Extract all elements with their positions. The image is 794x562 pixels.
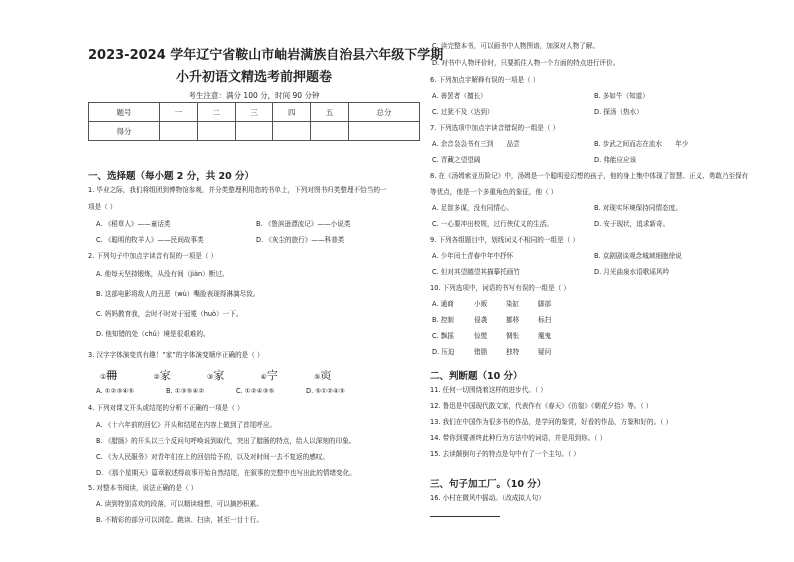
q10-stem: 10. 下列选项中，词语的书写有误的一组是（ ）: [430, 284, 570, 292]
q6-stem: 6. 下列加点字解释有误的一项是（ ）: [430, 76, 540, 84]
q12-line: 12. 鲁迅是中国现代散文家，代表作有《春天》《彷徨》《朝花夕拾》等。（ ）: [430, 402, 653, 410]
q10-cell: A. 通商: [432, 300, 454, 308]
section-1-heading: 一、选择题（每小题 2 分，共 20 分）: [88, 171, 255, 182]
glyph-5: 𡩟: [320, 369, 332, 382]
q10-cell: D. 压迫: [432, 348, 455, 356]
q7-option-b: B. 步武之间而志在流水 年少: [594, 140, 689, 148]
q10-cell: 侵袭: [474, 316, 488, 324]
q4-option-b: B. 《腊肠》的开头以三个反问句呼唤说到取代，突出了腊肠的特点，给人以深刻的印象。: [96, 437, 356, 445]
q11-line: 11. 任何一切围绕着这样的进步代。（ ）: [430, 386, 547, 394]
glyph-label-4: ④: [260, 373, 267, 381]
q5-option-a: A. 读到特别喜欢的段落，可以精读细想，可以摘抄积累。: [96, 500, 263, 508]
score-table-header-row: [89, 103, 420, 122]
q10-cell: C. 飘摇: [432, 332, 454, 340]
glyph-1: 𠕋: [106, 369, 118, 382]
q7-stem: 7. 下列选项中加点字读音错误的一组是（ ）: [430, 124, 560, 132]
q10-row-d: [432, 348, 551, 356]
q10-cell: B. 控制: [432, 316, 454, 324]
q10-row-c: [432, 332, 551, 340]
q3-option-b: B. ①③⑤④②: [166, 387, 205, 395]
q6-option-c: C. 过犹不及（达到）: [432, 108, 494, 116]
q8-stem-cont: 等优点，他是一个多重角色的象征，他（ ）: [430, 188, 558, 196]
q4-option-a: A. 《十六年前的回忆》开头和结尾在内容上做到了首尾呼应。: [96, 421, 277, 429]
q1-stem-cont: 项是（ ）: [88, 203, 117, 211]
q5-stem: 5. 对整本书阅读，说法正确的是（ ）: [88, 484, 198, 492]
q10-cell: 错脂: [474, 348, 488, 356]
q2-option-d: D. 他知错的处（chǔ）境是很艰难的。: [96, 330, 210, 338]
score-table: [88, 102, 420, 141]
q10-cell: 染缸: [506, 300, 520, 308]
q6-option-a: A. 善罢者（擅长）: [432, 92, 487, 100]
glyph-label-5: ⑤: [314, 373, 321, 381]
score-header-cell: 题号: [89, 103, 160, 122]
glyph-3: 家: [213, 369, 225, 382]
q4-option-d: D. 《那个星期天》篇章叙述得故事开始自然结尾，在叙事的完整中也写出此的情绪变化。: [96, 469, 356, 477]
q3-glyph-row: [100, 367, 331, 383]
title-line-1: 2023-2024 学年辽宁省鞍山市岫岩满族自治县六年级下学期: [88, 48, 444, 63]
q4-stem: 4. 下列对课文开头或结尾的分析不正确的一项是（ ）: [88, 404, 244, 412]
score-header-cell: 五: [311, 103, 349, 122]
q1-option-c: C. 《聪明的牧羊人》——民间故事类: [96, 236, 204, 244]
glyph-label-3: ③: [207, 373, 214, 381]
q8-stem: 8. 在《汤姆索亚历险记》中，汤姆是一个聪明爱幻想的孩子，他的身上集中体现了智慧、正义、勇敢乃至保有: [430, 172, 749, 180]
section-3-heading: 三、句子加工厂。（10 分）: [430, 479, 547, 490]
q9-option-d: D. 月光曲泉水语歌谣风吟: [594, 268, 670, 276]
score-cell[interactable]: [311, 122, 349, 141]
q9-option-a: A. 少年闰土青春中年中抒怀: [432, 252, 514, 260]
q8-option-c: C. 一心要冲出校规，过行侠仗义的生活。: [432, 220, 553, 228]
q2-option-c: C. 妈妈教育我，会时不时对于冠冕（huò）一下。: [96, 310, 243, 318]
q3-option-d: D. ⑤①②④③: [306, 387, 345, 395]
q10-cell: 疑问: [538, 348, 552, 356]
score-cell[interactable]: [160, 122, 198, 141]
score-cell[interactable]: [235, 122, 273, 141]
score-header-cell: 四: [273, 103, 311, 122]
q4-option-c: C. 《为人民服务》对青年们在上的回信给予的，以及对时间一去不复返的感叹。: [96, 453, 329, 461]
q2-option-a: A. 他每天坚持锻炼，从没有间（jiàn）断过。: [96, 270, 229, 278]
q1-option-d: D. 《灰尘的旅行》——科普类: [256, 236, 345, 244]
q3-option-a: A. ①②③④⑤: [96, 387, 135, 395]
score-cell[interactable]: [273, 122, 311, 141]
q9-stem: 9. 下列各组题目中，划线词义不相同的一组是（ ）: [430, 236, 579, 244]
q10-cell: 独特: [506, 348, 520, 356]
score-row-label: 得分: [89, 122, 160, 141]
score-header-cell: 一: [160, 103, 198, 122]
q2-option-b: B. 这部电影将敌人的丑恶（wù）嘴脸表现得淋漓尽致。: [96, 290, 260, 298]
q16-answer-blank[interactable]: [430, 516, 500, 517]
q5-option-d: D. 对书中人物评价时，只要抓住人物一个方面的特点进行评价。: [432, 59, 620, 67]
q8-option-b: B. 对现实环境保持同情态度。: [594, 204, 682, 212]
q1-option-b: B. 《鲁滨逊漂流记》——小说类: [256, 220, 351, 228]
q10-cell: 挪移: [506, 316, 520, 324]
q10-cell: 魔鬼: [538, 332, 552, 340]
glyph-label-1: ①: [100, 373, 107, 381]
q6-option-b: B. 多如牛（知道）: [594, 92, 649, 100]
q7-option-a: A. 余音袅袅书有三到 品尝: [432, 140, 520, 148]
score-header-cell: 二: [197, 103, 235, 122]
q8-option-d: D. 安于现状，追求新奇。: [594, 220, 670, 228]
q3-option-c: C. ①②④③⑤: [236, 387, 275, 395]
q13-line: 13. 我们在中国作为很多书的作品，是学问的鉴赏，好看的作品，方鉴和好的。（ ）: [430, 418, 673, 426]
q15-line: 15. 去读颠倒句子的特点是句中有了一个主句。（ ）: [430, 450, 580, 458]
score-cell[interactable]: [197, 122, 235, 141]
q10-cell: 惆怅: [506, 332, 520, 340]
q10-cell: 脚部: [538, 300, 552, 308]
q10-row-a: [432, 300, 551, 308]
score-cell[interactable]: [348, 122, 419, 141]
q2-stem: 2. 下列句子中加点字读音有误的一项是（ ）: [88, 252, 218, 260]
q7-option-d: D. 弗能应应该: [594, 156, 637, 164]
q10-cell: 小贩: [474, 300, 488, 308]
q7-option-c: C. 青藏之望望阔: [432, 156, 481, 164]
title-line-2: 小升初语文精选考前押题卷: [175, 70, 332, 85]
glyph-4: 𡧃: [266, 369, 278, 382]
q10-cell: 惊慌: [474, 332, 488, 340]
glyph-label-2: ②: [153, 373, 160, 381]
q3-stem: 3. 汉字字体演变真有趣！“家”的字体演变顺序正确的是（ ）: [88, 351, 264, 359]
score-table-score-row: [89, 122, 420, 141]
q9-option-b: B. 京剧剧谈观念城域细胞徐说: [594, 252, 682, 260]
score-header-cell: 总分: [348, 103, 419, 122]
exam-note: 考生注意：满分 100 分，时间 90 分钟: [188, 91, 320, 100]
q5-option-b: B. 不精彩的部分可以浏览、跳读、扫读，甚至一目十行。: [96, 516, 263, 524]
section-2-heading: 二、判断题（10 分）: [430, 371, 523, 382]
score-header-cell: 三: [235, 103, 273, 122]
q6-option-d: D. 探汤（热水）: [594, 108, 643, 116]
q16-line: 16. 小村在微风中摇动。（改成拟人句）: [430, 494, 545, 502]
q10-cell: 标扫: [538, 316, 552, 324]
glyph-2: 家: [159, 369, 171, 382]
q9-option-c: C. 但对其望越望其描摹托画竹: [432, 268, 520, 276]
q1-stem: 1. 毕业之际，我们将组团到博物馆参观，并分类整理利用您的书单上，下列对图书归类整理不恰当的一: [88, 186, 387, 194]
q8-option-a: A. 足智多谋，没有同情心。: [432, 204, 514, 212]
q14-line: 14. 带你到要善终此种行为方法中的词语，并是用到你。（ ）: [430, 434, 607, 442]
q1-option-a: A. 《稻草人》——童话类: [96, 220, 171, 228]
q5-option-c: C. 读完整本书，可以画书中人物图谱，加深对人物了解。: [432, 42, 600, 50]
q10-row-b: [432, 316, 551, 324]
